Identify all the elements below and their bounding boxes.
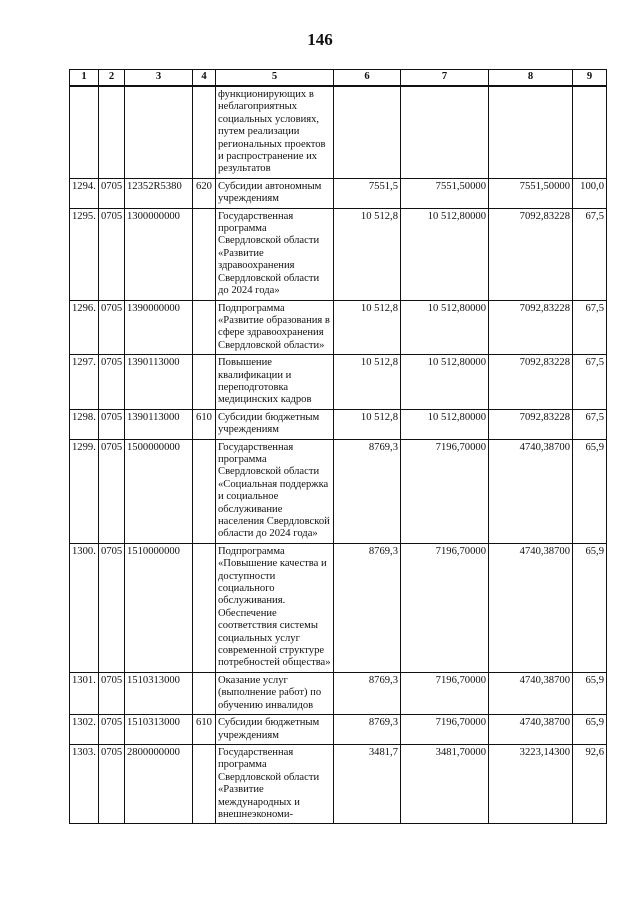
expense-type-code [193,672,216,714]
amount-col7: 7196,70000 [401,672,489,714]
column-header: 8 [489,70,573,87]
amount-col7: 7196,70000 [401,715,489,745]
amount-col6: 10 512,8 [334,208,401,300]
table-row [70,178,607,208]
percent-col9: 100,0 [573,178,607,208]
row-number: 1303. [70,744,99,823]
table-row [70,300,607,355]
target-article-code: 2800000000 [125,744,193,823]
percent-col9: 65,9 [573,543,607,672]
amount-col6: 8769,3 [334,672,401,714]
percent-col9: 65,9 [573,715,607,745]
row-number: 1301. [70,672,99,714]
amount-col8: 7092,83228 [489,409,573,439]
column-header: 2 [99,70,125,87]
column-header: 9 [573,70,607,87]
percent-col9: 92,6 [573,744,607,823]
amount-col7: 10 512,80000 [401,208,489,300]
amount-col7: 7196,70000 [401,543,489,672]
table-row [70,744,607,823]
amount-col8: 7092,83228 [489,208,573,300]
expense-type-code [193,86,216,178]
column-header: 7 [401,70,489,87]
expense-type-code [193,439,216,543]
target-article-code: 1510313000 [125,715,193,745]
amount-col6: 8769,3 [334,543,401,672]
expense-type-code [193,208,216,300]
expense-type-code [193,300,216,355]
column-header: 4 [193,70,216,87]
section-code: 0705 [99,409,125,439]
row-number: 1302. [70,715,99,745]
amount-col6: 8769,3 [334,439,401,543]
item-name: Повышение квалификации и переподготовка медицинских кадров [216,355,334,410]
row-number: 1297. [70,355,99,410]
target-article-code: 1300000000 [125,208,193,300]
section-code [99,86,125,178]
percent-col9: 65,9 [573,439,607,543]
section-code: 0705 [99,715,125,745]
section-code: 0705 [99,439,125,543]
table-row [70,86,607,178]
section-code: 0705 [99,208,125,300]
item-name: Государственная программа Свердловской области «Развитие здравоохранения Свердловской области до 2024 года» [216,208,334,300]
percent-col9: 67,5 [573,409,607,439]
section-code: 0705 [99,178,125,208]
target-article-code: 1500000000 [125,439,193,543]
target-article-code: 1390113000 [125,409,193,439]
amount-col7 [401,86,489,178]
table-row [70,208,607,300]
target-article-code: 12352R5380 [125,178,193,208]
amount-col6: 10 512,8 [334,300,401,355]
target-article-code [125,86,193,178]
amount-col8: 4740,38700 [489,543,573,672]
item-name: Субсидии автономным учреждениям [216,178,334,208]
amount-col6: 8769,3 [334,715,401,745]
amount-col8: 7551,50000 [489,178,573,208]
amount-col6: 10 512,8 [334,355,401,410]
table-row [70,409,607,439]
row-number: 1299. [70,439,99,543]
expense-type-code: 610 [193,715,216,745]
row-number: 1294. [70,178,99,208]
expense-type-code [193,744,216,823]
expense-type-code [193,543,216,672]
item-name: Подпрограмма «Повышение качества и доступности социального обслуживания. Обеспечение соответствия системы социальных услуг современной структуре потребностей общества» [216,543,334,672]
item-name: Государственная программа Свердловской области «Развитие международных и внешнеэкономи- [216,744,334,823]
section-code: 0705 [99,355,125,410]
amount-col6: 3481,7 [334,744,401,823]
amount-col6: 10 512,8 [334,409,401,439]
item-name: Подпрограмма «Развитие образования в сфере здравоохранения Свердловской области» [216,300,334,355]
expense-type-code [193,355,216,410]
amount-col8 [489,86,573,178]
section-code: 0705 [99,744,125,823]
row-number: 1296. [70,300,99,355]
amount-col7: 7551,50000 [401,178,489,208]
target-article-code: 1510313000 [125,672,193,714]
header-row [70,70,607,87]
row-number: 1300. [70,543,99,672]
percent-col9: 65,9 [573,672,607,714]
section-code: 0705 [99,672,125,714]
item-name: Государственная программа Свердловской области «Социальная поддержка и социальное обслуживание населения Свердловской области до 2024 года» [216,439,334,543]
expense-type-code: 610 [193,409,216,439]
target-article-code: 1390000000 [125,300,193,355]
page-number: 146 [307,30,333,49]
amount-col7: 10 512,80000 [401,300,489,355]
table-row [70,715,607,745]
row-number [70,86,99,178]
item-name: функционирующих в неблагоприятных социальных условиях, путем реализации региональных проектов и распространение их результатов [216,86,334,178]
row-number: 1295. [70,208,99,300]
amount-col8: 7092,83228 [489,355,573,410]
amount-col8: 4740,38700 [489,715,573,745]
amount-col7: 7196,70000 [401,439,489,543]
amount-col7: 3481,70000 [401,744,489,823]
item-name: Субсидии бюджетным учреждениям [216,409,334,439]
amount-col7: 10 512,80000 [401,409,489,439]
column-header: 3 [125,70,193,87]
percent-col9 [573,86,607,178]
percent-col9: 67,5 [573,355,607,410]
amount-col6: 7551,5 [334,178,401,208]
amount-col7: 10 512,80000 [401,355,489,410]
item-name: Субсидии бюджетным учреждениям [216,715,334,745]
table-row [70,672,607,714]
percent-col9: 67,5 [573,300,607,355]
column-header: 1 [70,70,99,87]
column-header: 5 [216,70,334,87]
item-name: Оказание услуг (выполнение работ) по обучению инвалидов [216,672,334,714]
section-code: 0705 [99,300,125,355]
amount-col8: 3223,14300 [489,744,573,823]
amount-col8: 7092,83228 [489,300,573,355]
expense-type-code: 620 [193,178,216,208]
table-row [70,543,607,672]
table-row [70,439,607,543]
percent-col9: 67,5 [573,208,607,300]
budget-table [69,69,607,824]
row-number: 1298. [70,409,99,439]
amount-col6 [334,86,401,178]
amount-col8: 4740,38700 [489,672,573,714]
column-header: 6 [334,70,401,87]
table-row [70,355,607,410]
amount-col8: 4740,38700 [489,439,573,543]
target-article-code: 1510000000 [125,543,193,672]
target-article-code: 1390113000 [125,355,193,410]
section-code: 0705 [99,543,125,672]
